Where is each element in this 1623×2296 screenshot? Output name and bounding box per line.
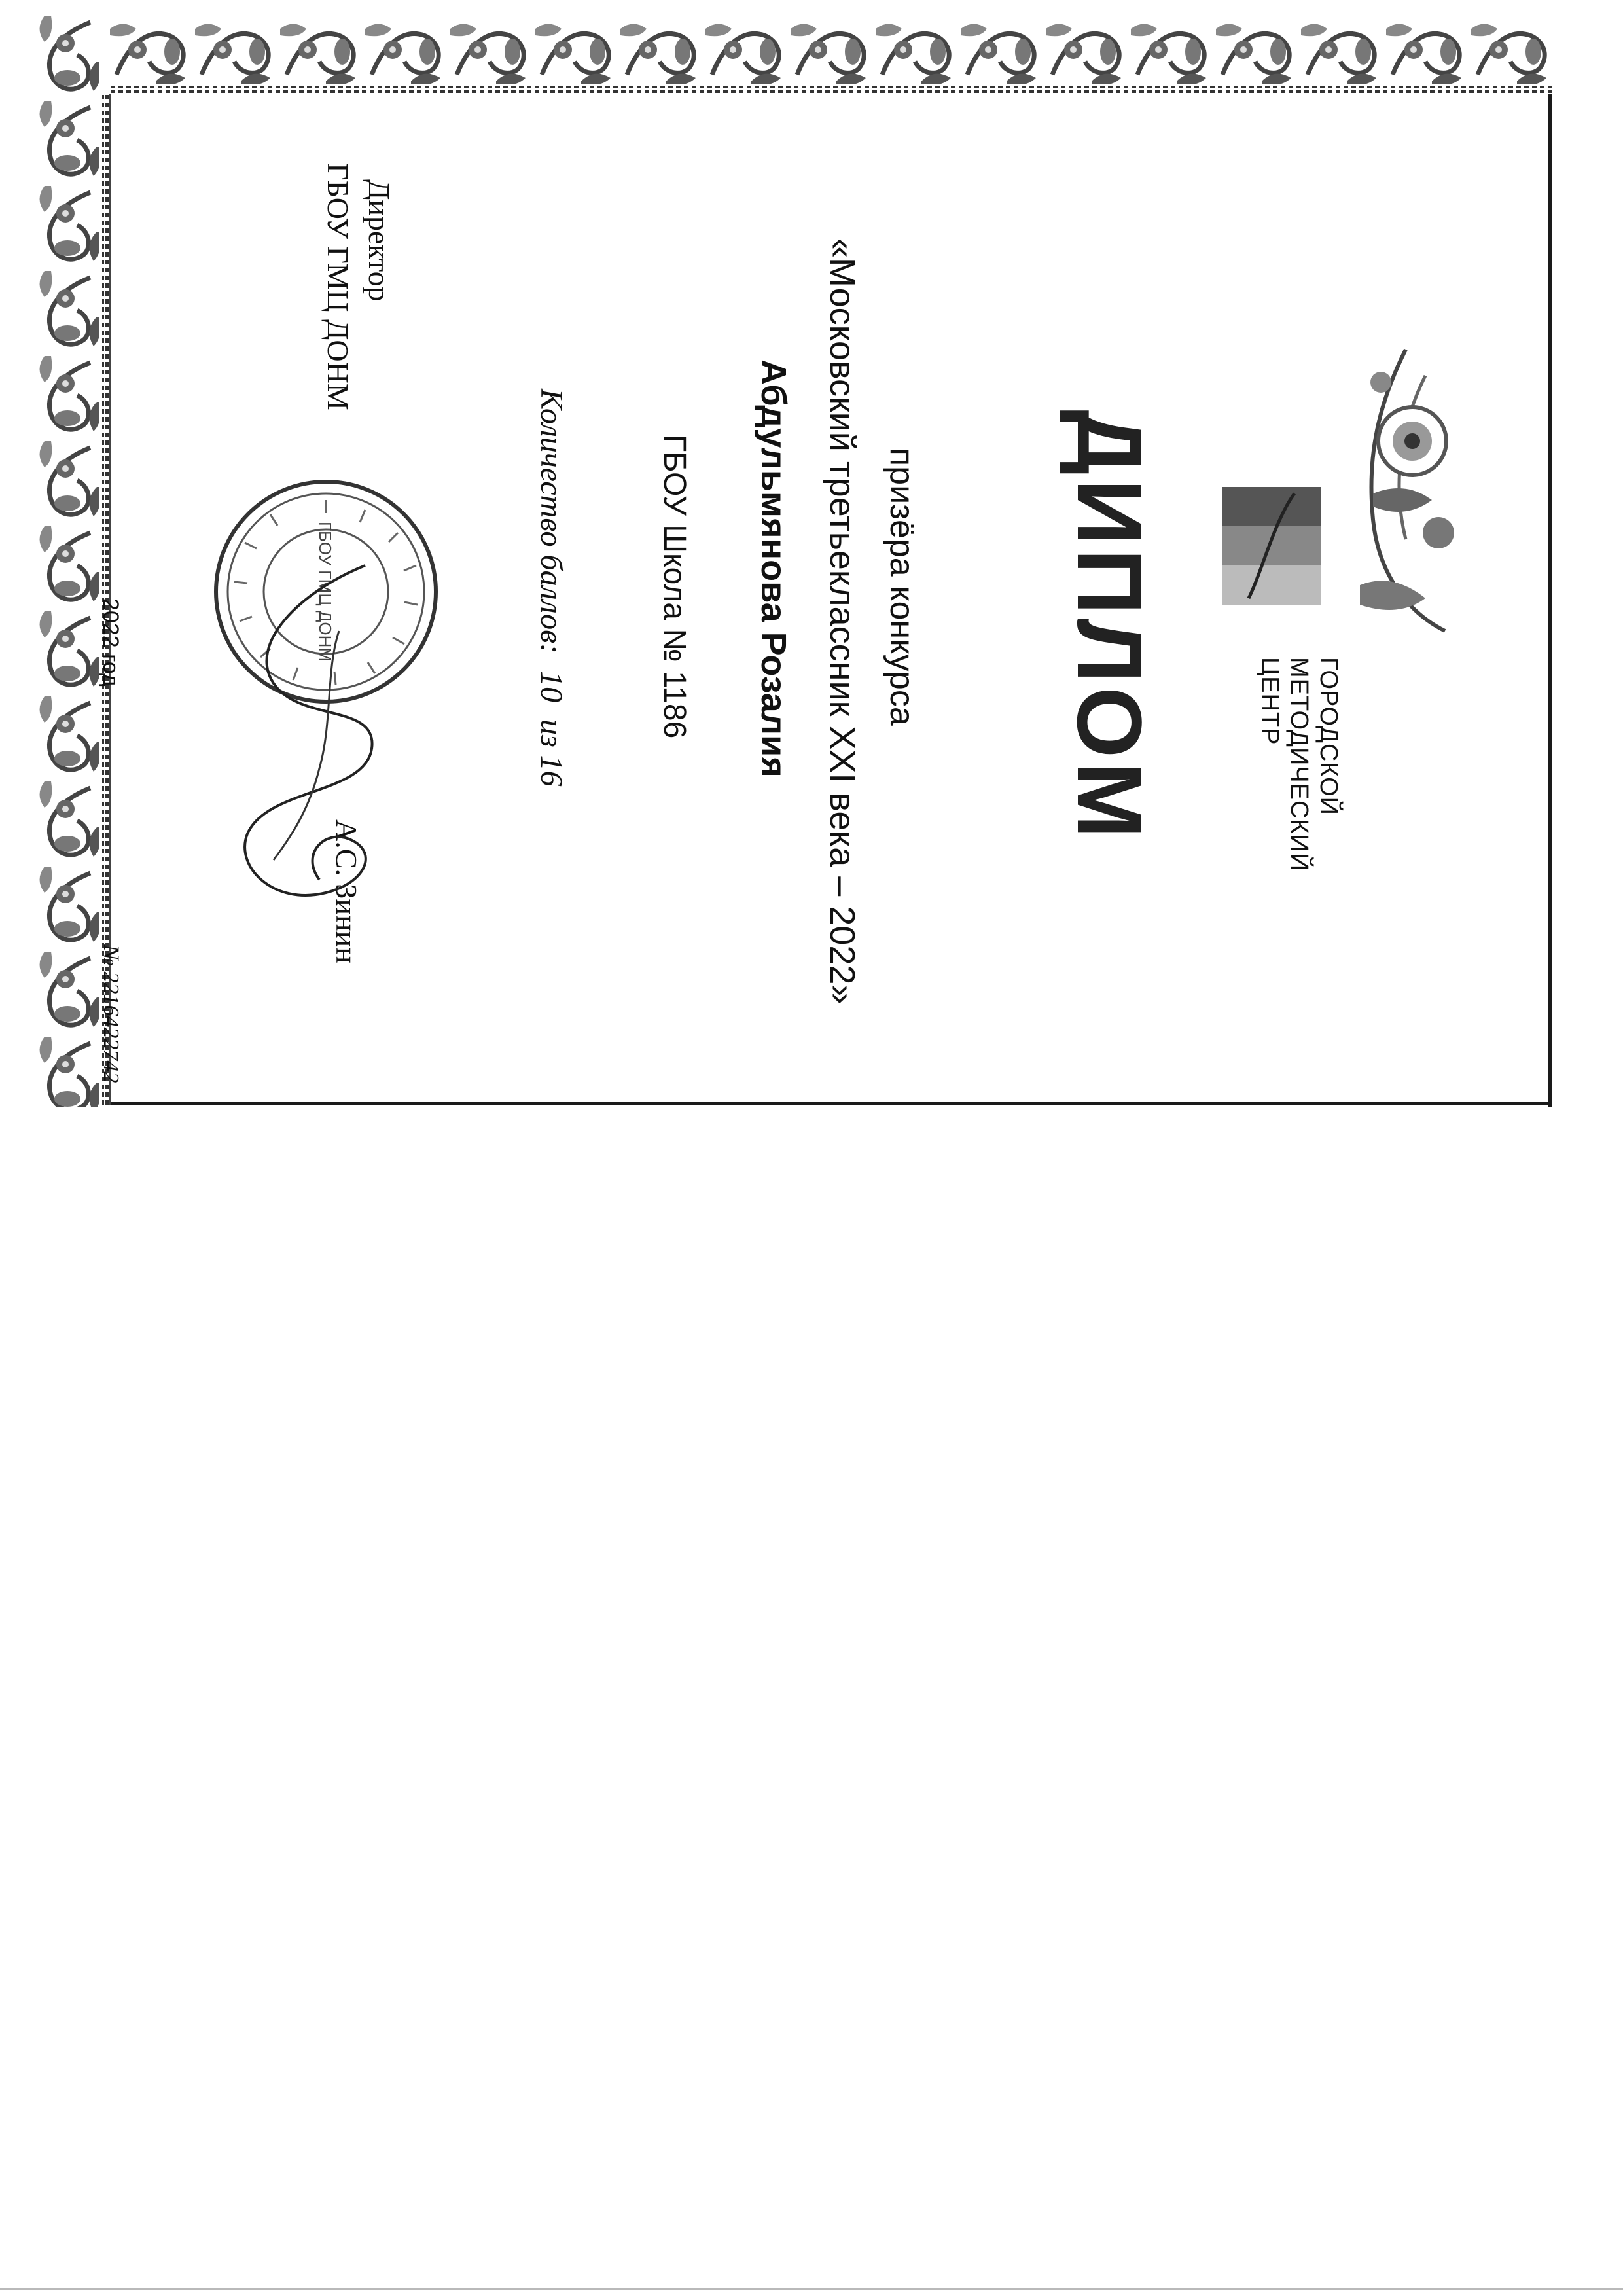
score-of: из 16 [534,719,569,787]
logo-text-line-2: МЕТОДИЧЕСКИЙ [1285,657,1313,872]
issue-year: 2022 год [98,598,123,687]
gmc-logo-emblem [1209,323,1471,703]
logo-text-line-1: ГОРОДСКОЙ [1315,657,1342,816]
serial-number: № 2216422742 [99,945,123,1083]
scan-edge [0,2288,1623,2290]
handwritten-signature [169,552,444,919]
recipient-name: Абдульмянова Розалия [754,359,793,778]
logo-square-icon [1222,487,1321,605]
stamp-center-text: ГБОУ ГМЦ ДОНМ [315,521,335,662]
ornament-border-left [31,16,111,1107]
logo-text-line-3: ЦЕНТР [1256,657,1283,745]
frame-line-bottom [110,1102,1552,1105]
diploma-certificate [31,16,1554,1107]
ornament-border-top [110,16,1554,96]
score-value: 10 [534,670,569,702]
signatory-name: А.С. Зинин [330,819,363,963]
diploma-title: ДИПЛОМ [1058,410,1161,842]
contest-name: «Московский третьеклассник XXI века – 2022» [823,238,862,1005]
school-name: ГБОУ Школа № 1186 [657,435,692,739]
score-line [533,389,569,787]
signatory-title-2: ГБОУ ГМЦ ДОНМ [321,163,355,410]
score-label: Количество баллов: [534,389,569,654]
signatory-title-1: Директор [363,179,396,302]
frame-line-right [1548,94,1552,1107]
award-line: призёра конкурса [883,448,921,726]
